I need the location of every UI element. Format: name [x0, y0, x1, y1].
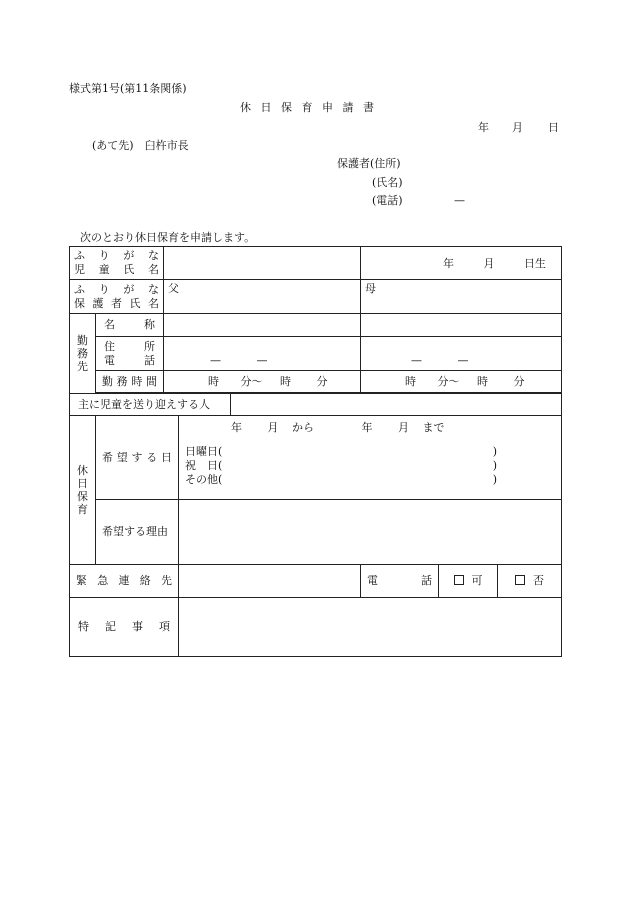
page-title: 休 日 保 育 申 請 書 — [240, 101, 377, 114]
work-hours-label: 勤 務 時 間 — [96, 371, 164, 393]
phone-ok-option[interactable]: 可 — [439, 565, 498, 598]
no-checkbox[interactable] — [515, 575, 525, 585]
workplace-name-label: 名 称 — [96, 314, 164, 337]
pickup-field[interactable] — [231, 394, 562, 416]
guardian-name-header: ふ り が な 保 護 者 氏 名 — [70, 280, 164, 314]
emergency-contact-label: 緊 急 連 絡 先 — [70, 565, 179, 598]
father-label: 父 — [168, 282, 179, 295]
intro-text: 次のとおり休日保育を申請します。 — [80, 231, 256, 244]
workplace-address-label: 住 所 電 話 — [96, 337, 164, 371]
reason-label: 希望する理由 — [96, 500, 179, 565]
phone-label: 電 話 — [361, 565, 439, 598]
father-work-hours[interactable]: 時 分〜 時 分 — [164, 371, 361, 393]
workplace-header: 勤務先 — [70, 314, 96, 394]
pickup-label: 主に児童を送り迎えする人 — [70, 394, 231, 416]
application-table — [69, 246, 562, 657]
reason-field[interactable] — [179, 500, 562, 565]
father-name-field[interactable] — [164, 280, 361, 314]
guardian-phone-label: (電話) — [372, 194, 403, 207]
phone-no-option[interactable]: 否 — [498, 565, 562, 598]
period-line: 年 月 から 年 月 まで — [231, 421, 445, 434]
sunday-line: 日曜日( ) — [185, 445, 497, 458]
mother-workplace-name[interactable] — [361, 314, 562, 337]
remarks-label: 特 記 事 項 — [70, 598, 179, 657]
addressee: (あて先) 臼杵市長 — [92, 139, 189, 152]
desired-days-field[interactable] — [179, 416, 562, 500]
guardian-phone-dash: — — [454, 194, 465, 207]
mother-label: 母 — [365, 282, 376, 295]
holiday-care-header: 休日保育 — [70, 416, 96, 565]
other-line: その他( ) — [185, 473, 497, 486]
holiday-line: 祝 日( ) — [185, 459, 497, 472]
child-name-field[interactable] — [164, 247, 361, 280]
birth-day: 日生 — [524, 257, 546, 270]
mother-workplace-contact[interactable]: — — — [361, 337, 562, 371]
father-workplace-contact[interactable]: — — — [164, 337, 361, 371]
mother-work-hours[interactable]: 時 分〜 時 分 — [361, 371, 562, 393]
remarks-field[interactable] — [179, 598, 562, 657]
date-year: 年 — [478, 121, 489, 134]
birth-date-field[interactable] — [361, 247, 562, 280]
form-number: 様式第1号(第11条関係) — [69, 82, 187, 95]
child-name-header: ふ り が な 児 童 氏 名 — [70, 247, 164, 280]
father-workplace-name[interactable] — [164, 314, 361, 337]
ok-checkbox[interactable] — [454, 575, 464, 585]
emergency-contact-field[interactable] — [179, 565, 361, 598]
date-day: 日 — [548, 121, 559, 134]
desired-days-label: 希 望 す る 日 — [96, 416, 179, 500]
guardian-name-label: (氏名) — [372, 176, 403, 189]
guardian-address-label: 保護者(住所) — [337, 157, 401, 170]
date-month: 月 — [512, 121, 523, 134]
mother-name-field[interactable] — [361, 280, 562, 314]
birth-month: 月 — [483, 257, 495, 270]
birth-year: 年 — [443, 257, 454, 270]
